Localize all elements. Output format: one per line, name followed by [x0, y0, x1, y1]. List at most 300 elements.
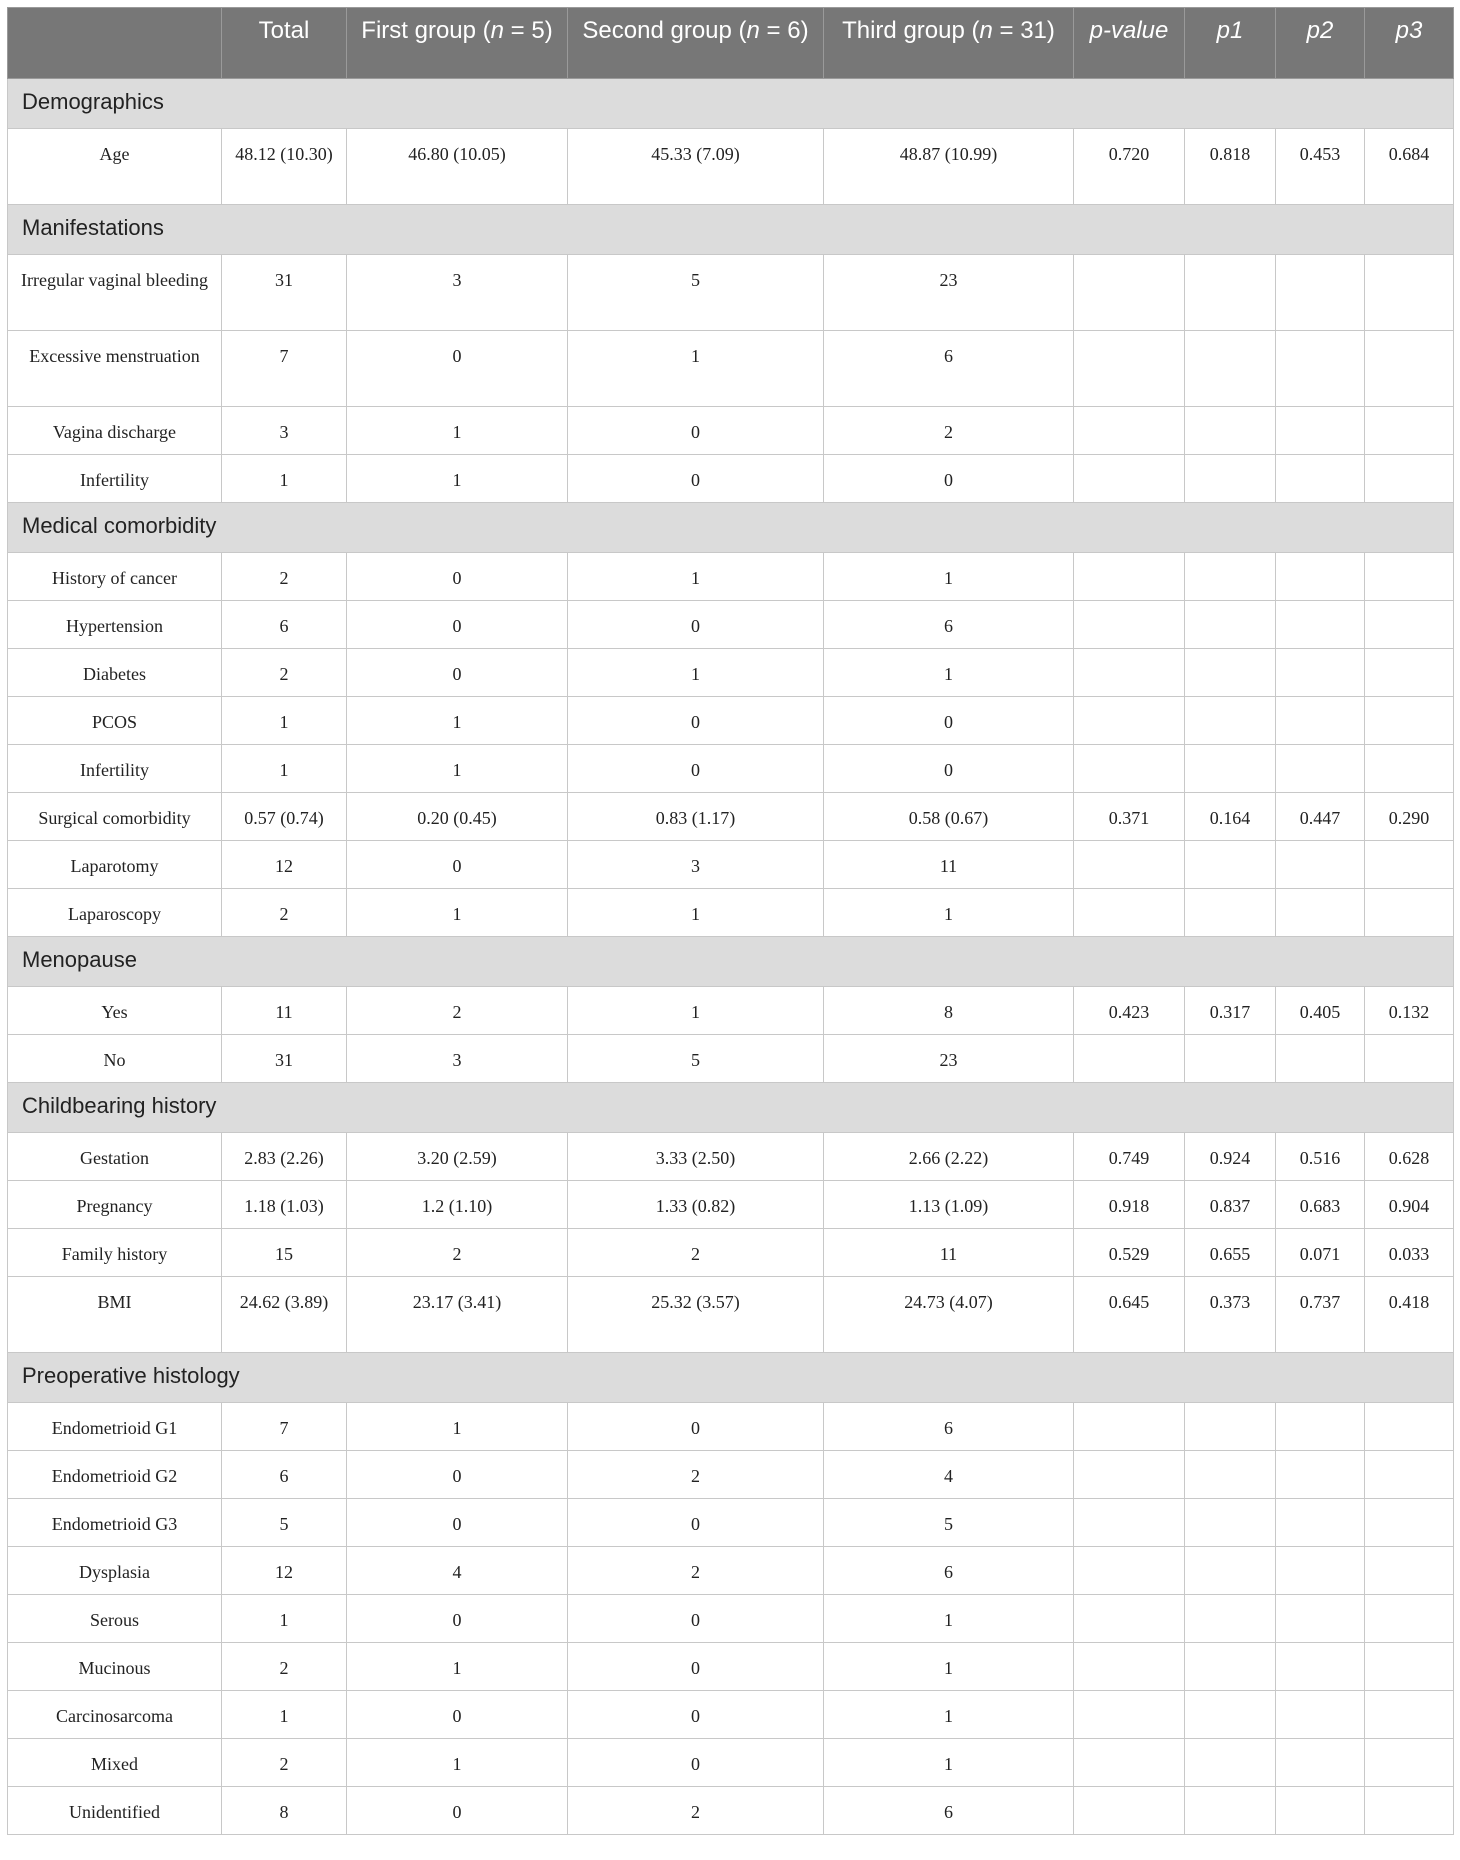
- table-row: [8, 987, 1454, 1035]
- third-group-cell: 6: [824, 331, 1074, 407]
- third-group-cell: 6: [824, 601, 1074, 649]
- table-row: [8, 407, 1454, 455]
- p3-cell: [1365, 255, 1454, 331]
- p2-cell: [1276, 1739, 1365, 1787]
- p2-cell: [1276, 601, 1365, 649]
- p1-cell: [1185, 1403, 1276, 1451]
- p1-cell: 0.317: [1185, 987, 1276, 1035]
- second-group-cell: 1: [568, 987, 824, 1035]
- p2-cell: [1276, 1643, 1365, 1691]
- row-label: Family history: [8, 1229, 222, 1277]
- p1-cell: [1185, 407, 1276, 455]
- row-label: Surgical comorbidity: [8, 793, 222, 841]
- table-row: [8, 1035, 1454, 1083]
- first-group-cell: 0: [347, 1691, 568, 1739]
- second-group-cell: 0: [568, 455, 824, 503]
- p-value-cell: [1074, 1035, 1185, 1083]
- p3-cell: 0.418: [1365, 1277, 1454, 1353]
- row-label: Diabetes: [8, 649, 222, 697]
- p-value-cell: [1074, 1643, 1185, 1691]
- third-group-cell: 1: [824, 1595, 1074, 1643]
- second-group-cell: 1: [568, 889, 824, 937]
- first-group-cell: 4: [347, 1547, 568, 1595]
- p3-cell: 0.132: [1365, 987, 1454, 1035]
- third-group-cell: 2: [824, 407, 1074, 455]
- first-group-cell: 0: [347, 649, 568, 697]
- third-group-cell: 2.66 (2.22): [824, 1133, 1074, 1181]
- p-value-cell: [1074, 1451, 1185, 1499]
- p2-cell: [1276, 553, 1365, 601]
- p-value-cell: [1074, 255, 1185, 331]
- p1-cell: [1185, 331, 1276, 407]
- p-value-cell: [1074, 1739, 1185, 1787]
- section-row: [8, 1083, 1454, 1133]
- table-row: [8, 745, 1454, 793]
- first-group-cell: 0: [347, 553, 568, 601]
- p1-cell: 0.164: [1185, 793, 1276, 841]
- p1-cell: [1185, 601, 1276, 649]
- total-cell: 6: [222, 1451, 347, 1499]
- table-row: [8, 1229, 1454, 1277]
- p3-cell: [1365, 331, 1454, 407]
- first-group-cell: 0: [347, 1499, 568, 1547]
- p3-cell: 0.904: [1365, 1181, 1454, 1229]
- p2-cell: [1276, 1787, 1365, 1835]
- p1-cell: [1185, 553, 1276, 601]
- row-label: Pregnancy: [8, 1181, 222, 1229]
- section-row: [8, 1353, 1454, 1403]
- p1-cell: [1185, 1499, 1276, 1547]
- row-label: Vagina discharge: [8, 407, 222, 455]
- second-group-cell: 2: [568, 1547, 824, 1595]
- third-group-cell: 1: [824, 553, 1074, 601]
- p-value-cell: [1074, 697, 1185, 745]
- second-group-cell: 2: [568, 1787, 824, 1835]
- header-label: [8, 8, 222, 79]
- row-label: Mucinous: [8, 1643, 222, 1691]
- p3-cell: [1365, 1739, 1454, 1787]
- third-group-cell: 1: [824, 889, 1074, 937]
- p2-cell: [1276, 1691, 1365, 1739]
- p1-cell: [1185, 1035, 1276, 1083]
- section-row: [8, 205, 1454, 255]
- table-row: [8, 601, 1454, 649]
- p1-cell: [1185, 1595, 1276, 1643]
- first-group-cell: 0: [347, 331, 568, 407]
- third-group-cell: 48.87 (10.99): [824, 129, 1074, 205]
- row-label: Endometrioid G1: [8, 1403, 222, 1451]
- second-group-cell: 3: [568, 841, 824, 889]
- third-group-cell: 6: [824, 1547, 1074, 1595]
- header-p3: p3: [1365, 8, 1454, 79]
- table-row: [8, 1547, 1454, 1595]
- p1-cell: [1185, 649, 1276, 697]
- p3-cell: [1365, 1643, 1454, 1691]
- p2-cell: 0.516: [1276, 1133, 1365, 1181]
- table-row: [8, 1787, 1454, 1835]
- second-group-cell: 5: [568, 1035, 824, 1083]
- section-title: Preoperative histology: [8, 1353, 1454, 1403]
- first-group-cell: 1: [347, 745, 568, 793]
- total-cell: 24.62 (3.89): [222, 1277, 347, 1353]
- p3-cell: [1365, 1451, 1454, 1499]
- row-label: Gestation: [8, 1133, 222, 1181]
- section-title: Menopause: [8, 937, 1454, 987]
- p-value-cell: [1074, 649, 1185, 697]
- p2-cell: [1276, 889, 1365, 937]
- p-value-cell: 0.371: [1074, 793, 1185, 841]
- table-row: [8, 129, 1454, 205]
- third-group-cell: 23: [824, 1035, 1074, 1083]
- p1-cell: [1185, 1739, 1276, 1787]
- p2-cell: 0.447: [1276, 793, 1365, 841]
- table-container: [7, 7, 1454, 1835]
- p-value-cell: [1074, 455, 1185, 503]
- row-label: No: [8, 1035, 222, 1083]
- p1-cell: [1185, 697, 1276, 745]
- first-group-cell: 3: [347, 255, 568, 331]
- total-cell: 2: [222, 553, 347, 601]
- header-total: Total: [222, 8, 347, 79]
- third-group-cell: 5: [824, 1499, 1074, 1547]
- total-cell: 11: [222, 987, 347, 1035]
- second-group-cell: 3.33 (2.50): [568, 1133, 824, 1181]
- section-row: [8, 503, 1454, 553]
- first-group-cell: 1: [347, 407, 568, 455]
- p2-cell: 0.683: [1276, 1181, 1365, 1229]
- p-value-cell: [1074, 1547, 1185, 1595]
- p2-cell: [1276, 1595, 1365, 1643]
- total-cell: 5: [222, 1499, 347, 1547]
- header-p1: p1: [1185, 8, 1276, 79]
- second-group-cell: 0: [568, 1595, 824, 1643]
- header-third-group: Third group (n = 31): [824, 8, 1074, 79]
- first-group-cell: 0: [347, 601, 568, 649]
- second-group-cell: 1.33 (0.82): [568, 1181, 824, 1229]
- third-group-cell: 1: [824, 1691, 1074, 1739]
- first-group-cell: 0: [347, 841, 568, 889]
- row-label: Infertility: [8, 745, 222, 793]
- p1-cell: 0.373: [1185, 1277, 1276, 1353]
- table-row: [8, 1691, 1454, 1739]
- p2-cell: [1276, 745, 1365, 793]
- row-label: Yes: [8, 987, 222, 1035]
- first-group-cell: 1: [347, 1403, 568, 1451]
- third-group-cell: 1.13 (1.09): [824, 1181, 1074, 1229]
- p2-cell: [1276, 407, 1365, 455]
- p-value-cell: [1074, 1595, 1185, 1643]
- p-value-cell: 0.720: [1074, 129, 1185, 205]
- table-row: [8, 1181, 1454, 1229]
- p3-cell: 0.290: [1365, 793, 1454, 841]
- total-cell: 1: [222, 745, 347, 793]
- p2-cell: [1276, 1403, 1365, 1451]
- p3-cell: [1365, 1691, 1454, 1739]
- third-group-cell: 0: [824, 455, 1074, 503]
- third-group-cell: 6: [824, 1403, 1074, 1451]
- row-label: Infertility: [8, 455, 222, 503]
- p3-cell: 0.033: [1365, 1229, 1454, 1277]
- total-cell: 0.57 (0.74): [222, 793, 347, 841]
- row-label: Endometrioid G2: [8, 1451, 222, 1499]
- total-cell: 6: [222, 601, 347, 649]
- row-label: Endometrioid G3: [8, 1499, 222, 1547]
- p1-cell: [1185, 255, 1276, 331]
- p2-cell: [1276, 255, 1365, 331]
- row-label: BMI: [8, 1277, 222, 1353]
- first-group-cell: 23.17 (3.41): [347, 1277, 568, 1353]
- p1-cell: [1185, 1691, 1276, 1739]
- p-value-cell: [1074, 889, 1185, 937]
- header-p2: p2: [1276, 8, 1365, 79]
- p2-cell: [1276, 649, 1365, 697]
- p1-cell: 0.818: [1185, 129, 1276, 205]
- p2-cell: [1276, 697, 1365, 745]
- p3-cell: [1365, 1403, 1454, 1451]
- table-row: [8, 331, 1454, 407]
- p-value-cell: [1074, 601, 1185, 649]
- header-row: [8, 8, 1454, 79]
- first-group-cell: 3.20 (2.59): [347, 1133, 568, 1181]
- p3-cell: [1365, 889, 1454, 937]
- table-body: [8, 79, 1454, 1835]
- total-cell: 15: [222, 1229, 347, 1277]
- third-group-cell: 1: [824, 1739, 1074, 1787]
- p-value-cell: [1074, 331, 1185, 407]
- row-label: History of cancer: [8, 553, 222, 601]
- third-group-cell: 24.73 (4.07): [824, 1277, 1074, 1353]
- second-group-cell: 0: [568, 1643, 824, 1691]
- p2-cell: 0.737: [1276, 1277, 1365, 1353]
- first-group-cell: 1: [347, 889, 568, 937]
- p2-cell: [1276, 1547, 1365, 1595]
- row-label: Hypertension: [8, 601, 222, 649]
- p1-cell: [1185, 1787, 1276, 1835]
- table-row: [8, 793, 1454, 841]
- p1-cell: [1185, 1547, 1276, 1595]
- total-cell: 2: [222, 889, 347, 937]
- total-cell: 2.83 (2.26): [222, 1133, 347, 1181]
- p3-cell: [1365, 553, 1454, 601]
- p-value-cell: [1074, 1691, 1185, 1739]
- third-group-cell: 6: [824, 1787, 1074, 1835]
- total-cell: 7: [222, 1403, 347, 1451]
- table-row: [8, 841, 1454, 889]
- p-value-cell: [1074, 841, 1185, 889]
- table-row: [8, 1739, 1454, 1787]
- p-value-cell: [1074, 1403, 1185, 1451]
- second-group-cell: 0: [568, 601, 824, 649]
- row-label: Laparotomy: [8, 841, 222, 889]
- table-row: [8, 697, 1454, 745]
- table-row: [8, 1643, 1454, 1691]
- row-label: Irregular vaginal bleeding: [8, 255, 222, 331]
- p-value-cell: 0.645: [1074, 1277, 1185, 1353]
- row-label: Unidentified: [8, 1787, 222, 1835]
- row-label: PCOS: [8, 697, 222, 745]
- p2-cell: [1276, 841, 1365, 889]
- p1-cell: [1185, 841, 1276, 889]
- total-cell: 31: [222, 1035, 347, 1083]
- section-title: Manifestations: [8, 205, 1454, 255]
- p-value-cell: [1074, 553, 1185, 601]
- second-group-cell: 25.32 (3.57): [568, 1277, 824, 1353]
- first-group-cell: 1: [347, 455, 568, 503]
- third-group-cell: 4: [824, 1451, 1074, 1499]
- third-group-cell: 8: [824, 987, 1074, 1035]
- row-label: Serous: [8, 1595, 222, 1643]
- second-group-cell: 1: [568, 649, 824, 697]
- p3-cell: [1365, 649, 1454, 697]
- second-group-cell: 1: [568, 553, 824, 601]
- section-row: [8, 79, 1454, 129]
- first-group-cell: 2: [347, 1229, 568, 1277]
- p1-cell: [1185, 1451, 1276, 1499]
- p1-cell: 0.924: [1185, 1133, 1276, 1181]
- p1-cell: [1185, 455, 1276, 503]
- second-group-cell: 0: [568, 697, 824, 745]
- third-group-cell: 1: [824, 1643, 1074, 1691]
- section-title: Demographics: [8, 79, 1454, 129]
- p-value-cell: 0.918: [1074, 1181, 1185, 1229]
- second-group-cell: 2: [568, 1451, 824, 1499]
- table-row: [8, 1595, 1454, 1643]
- second-group-cell: 0: [568, 1739, 824, 1787]
- p2-cell: 0.453: [1276, 129, 1365, 205]
- row-label: Dysplasia: [8, 1547, 222, 1595]
- total-cell: 31: [222, 255, 347, 331]
- table-row: [8, 1403, 1454, 1451]
- second-group-cell: 2: [568, 1229, 824, 1277]
- p3-cell: [1365, 1499, 1454, 1547]
- total-cell: 1: [222, 455, 347, 503]
- row-label: Age: [8, 129, 222, 205]
- second-group-cell: 5: [568, 255, 824, 331]
- total-cell: 12: [222, 1547, 347, 1595]
- total-cell: 1: [222, 1595, 347, 1643]
- p3-cell: 0.684: [1365, 129, 1454, 205]
- table-row: [8, 1451, 1454, 1499]
- p3-cell: [1365, 1547, 1454, 1595]
- first-group-cell: 1: [347, 1643, 568, 1691]
- table-row: [8, 553, 1454, 601]
- total-cell: 3: [222, 407, 347, 455]
- p-value-cell: 0.749: [1074, 1133, 1185, 1181]
- table-row: [8, 1133, 1454, 1181]
- first-group-cell: 1: [347, 1739, 568, 1787]
- table-row: [8, 889, 1454, 937]
- p-value-cell: [1074, 407, 1185, 455]
- row-label: Carcinosarcoma: [8, 1691, 222, 1739]
- second-group-cell: 0: [568, 1499, 824, 1547]
- second-group-cell: 0: [568, 1691, 824, 1739]
- third-group-cell: 23: [824, 255, 1074, 331]
- third-group-cell: 1: [824, 649, 1074, 697]
- p3-cell: [1365, 407, 1454, 455]
- first-group-cell: 1: [347, 697, 568, 745]
- p1-cell: [1185, 1643, 1276, 1691]
- data-table: [7, 7, 1454, 1835]
- p3-cell: 0.628: [1365, 1133, 1454, 1181]
- second-group-cell: 45.33 (7.09): [568, 129, 824, 205]
- total-cell: 7: [222, 331, 347, 407]
- p3-cell: [1365, 1595, 1454, 1643]
- third-group-cell: 11: [824, 841, 1074, 889]
- row-label: Mixed: [8, 1739, 222, 1787]
- p3-cell: [1365, 1787, 1454, 1835]
- total-cell: 8: [222, 1787, 347, 1835]
- first-group-cell: 2: [347, 987, 568, 1035]
- first-group-cell: 1.2 (1.10): [347, 1181, 568, 1229]
- p2-cell: [1276, 1035, 1365, 1083]
- p2-cell: [1276, 331, 1365, 407]
- second-group-cell: 0.83 (1.17): [568, 793, 824, 841]
- row-label: Laparoscopy: [8, 889, 222, 937]
- total-cell: 48.12 (10.30): [222, 129, 347, 205]
- p1-cell: 0.837: [1185, 1181, 1276, 1229]
- header-p-value: p-value: [1074, 8, 1185, 79]
- first-group-cell: 0: [347, 1451, 568, 1499]
- table-row: [8, 649, 1454, 697]
- p-value-cell: 0.423: [1074, 987, 1185, 1035]
- p-value-cell: 0.529: [1074, 1229, 1185, 1277]
- row-label: Excessive menstruation: [8, 331, 222, 407]
- p2-cell: 0.071: [1276, 1229, 1365, 1277]
- table-row: [8, 1277, 1454, 1353]
- third-group-cell: 0.58 (0.67): [824, 793, 1074, 841]
- total-cell: 1.18 (1.03): [222, 1181, 347, 1229]
- p3-cell: [1365, 697, 1454, 745]
- first-group-cell: 0: [347, 1787, 568, 1835]
- table-row: [8, 255, 1454, 331]
- table-row: [8, 1499, 1454, 1547]
- p3-cell: [1365, 455, 1454, 503]
- total-cell: 2: [222, 1643, 347, 1691]
- p3-cell: [1365, 745, 1454, 793]
- p2-cell: [1276, 1451, 1365, 1499]
- total-cell: 1: [222, 697, 347, 745]
- section-row: [8, 937, 1454, 987]
- p2-cell: [1276, 455, 1365, 503]
- second-group-cell: 0: [568, 1403, 824, 1451]
- first-group-cell: 0: [347, 1595, 568, 1643]
- header-first-group: First group (n = 5): [347, 8, 568, 79]
- third-group-cell: 0: [824, 697, 1074, 745]
- section-title: Childbearing history: [8, 1083, 1454, 1133]
- header-second-group: Second group (n = 6): [568, 8, 824, 79]
- third-group-cell: 0: [824, 745, 1074, 793]
- second-group-cell: 0: [568, 745, 824, 793]
- first-group-cell: 3: [347, 1035, 568, 1083]
- third-group-cell: 11: [824, 1229, 1074, 1277]
- total-cell: 12: [222, 841, 347, 889]
- first-group-cell: 46.80 (10.05): [347, 129, 568, 205]
- p-value-cell: [1074, 1787, 1185, 1835]
- second-group-cell: 0: [568, 407, 824, 455]
- total-cell: 1: [222, 1691, 347, 1739]
- p2-cell: [1276, 1499, 1365, 1547]
- total-cell: 2: [222, 1739, 347, 1787]
- total-cell: 2: [222, 649, 347, 697]
- p3-cell: [1365, 1035, 1454, 1083]
- p1-cell: 0.655: [1185, 1229, 1276, 1277]
- p2-cell: 0.405: [1276, 987, 1365, 1035]
- p3-cell: [1365, 841, 1454, 889]
- p3-cell: [1365, 601, 1454, 649]
- p-value-cell: [1074, 745, 1185, 793]
- p1-cell: [1185, 889, 1276, 937]
- first-group-cell: 0.20 (0.45): [347, 793, 568, 841]
